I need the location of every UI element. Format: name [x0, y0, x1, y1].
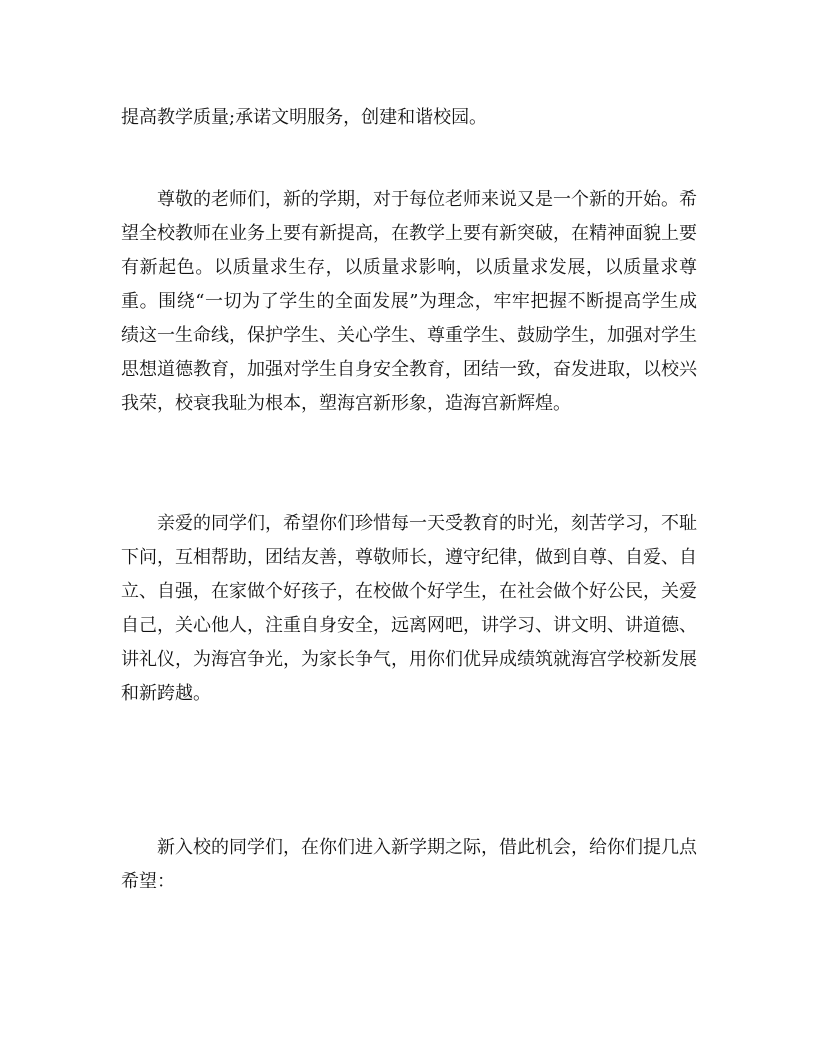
paragraph-students: 亲爱的同学们，希望你们珍惜每一天受教育的时光，刻苦学习，不耻下问，互相帮助，团结友善，尊敬师长，遵守纪律，做到自尊、自爱、自立、自强，在家做个好孩子，在校做个好学生，在社会做个好公民，关爱自己，关心他人，注重自身安全，远离网吧，讲学习、讲文明、讲道德、讲礼仪，为海宫争光，为家长争气，用你们优异成绩筑就海宫学校新发展和新跨越。	[121, 513, 697, 704]
paragraph-continuation: 提高教学质量;承诺文明服务，创建和谐校园。	[121, 107, 488, 128]
paragraph-teachers: 尊敬的老师们，新的学期，对于每位老师来说又是一个新的开始。希望全校教师在业务上要有新提高，在教学上要有新突破，在精神面貌上要有新起色。以质量求生存，以质量求影响，以质量求发展，以质量求尊重。围绕“一切为了学生的全面发展”为理念，牢牢把握不断提高学生成绩这一生命线，保护学生、关心学生、尊重学生、鼓励学生，加强对学生思想道德教育，加强对学生自身安全教育，团结一致，奋发进取，以校兴我荣，校衰我耻为根本，塑海宫新形象，造海宫新辉煌。	[121, 189, 697, 414]
paragraph-new-students: 新入校的同学们，在你们进入新学期之际，借此机会，给你们提几点希望：	[121, 837, 697, 892]
